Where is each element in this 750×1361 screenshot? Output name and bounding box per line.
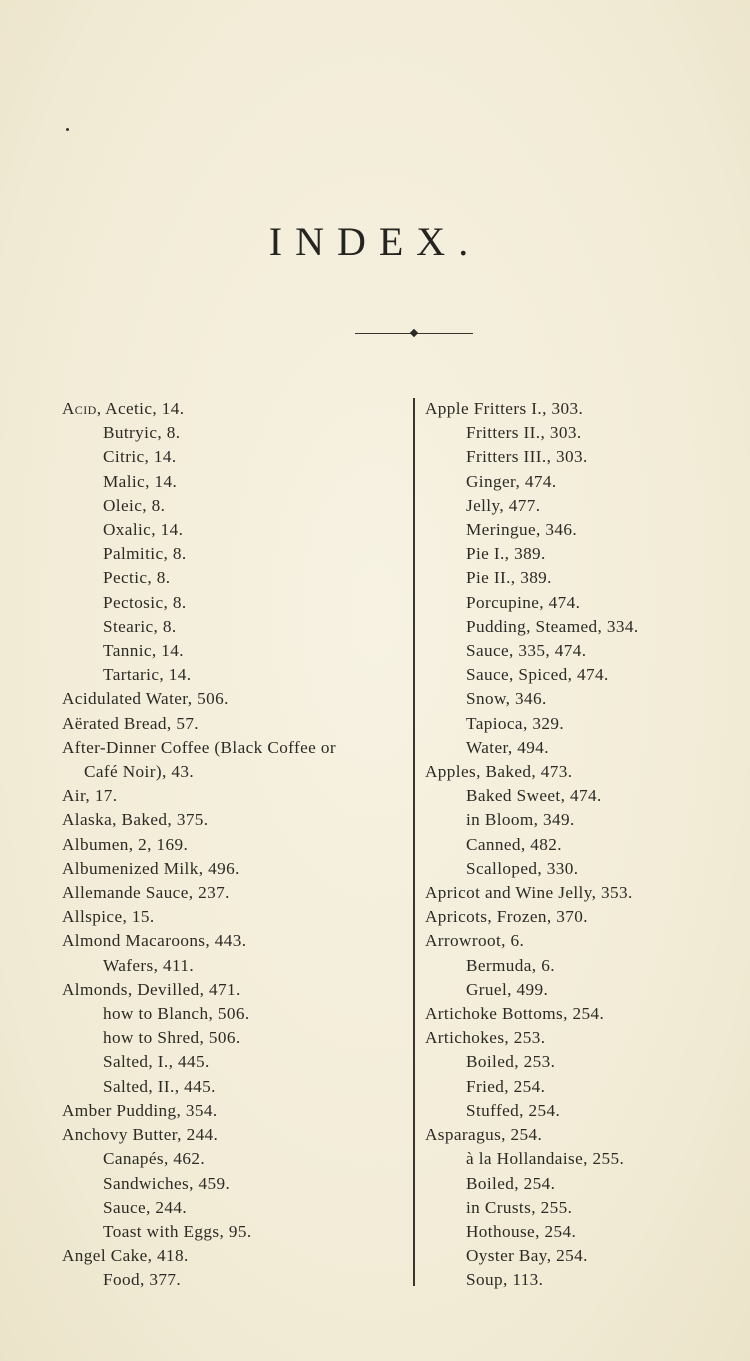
index-entry-text: Tapioca, 329. xyxy=(466,713,565,733)
index-entry-text: Artichokes, 253. xyxy=(425,1028,546,1048)
index-subentry xyxy=(425,566,745,590)
index-subentry xyxy=(62,639,412,663)
index-subentry xyxy=(425,445,745,469)
index-subentry xyxy=(425,663,745,687)
index-entry-text: Sandwiches, 459. xyxy=(103,1173,231,1193)
index-entry-text: Malic, 14. xyxy=(103,471,178,491)
index-subentry xyxy=(425,639,745,663)
index-entry xyxy=(62,929,412,953)
index-subentry xyxy=(62,1147,412,1171)
index-entry-text: Meringue, 346. xyxy=(466,520,578,540)
index-entry-text: Acidulated Water, 506. xyxy=(62,689,229,709)
index-entry xyxy=(425,1026,745,1050)
index-entry-text: Butryic, 8. xyxy=(103,423,181,443)
index-subentry xyxy=(425,1196,745,1220)
index-subentry xyxy=(62,663,412,687)
index-entry-text: Citric, 14. xyxy=(103,447,177,467)
index-entry-text: how to Blanch, 506. xyxy=(103,1004,250,1024)
index-entry-text: Almonds, Devilled, 471. xyxy=(62,979,241,999)
index-entry-text: , Acetic, 14. xyxy=(96,399,185,418)
index-subentry xyxy=(425,687,745,711)
ornament-rule-right xyxy=(417,333,473,334)
index-subentry xyxy=(425,1099,745,1123)
index-entry xyxy=(425,1123,745,1147)
index-subentry xyxy=(62,1196,412,1220)
index-entry xyxy=(425,397,745,421)
index-entry-text: Sauce, 335, 474. xyxy=(466,641,587,661)
index-entry xyxy=(62,978,412,1002)
index-subentry xyxy=(62,445,412,469)
index-subentry xyxy=(62,566,412,590)
index-entry-text: à la Hollandaise, 255. xyxy=(466,1149,625,1169)
index-subentry xyxy=(425,421,745,445)
index-entry-text: Bermuda, 6. xyxy=(466,955,555,975)
index-subentry xyxy=(425,615,745,639)
index-entry-text: Café Noir), 43. xyxy=(84,762,195,782)
index-entry-text: in Crusts, 255. xyxy=(466,1197,573,1217)
index-entry-text: Oleic, 8. xyxy=(103,495,166,515)
index-entry-text: Porcupine, 474. xyxy=(466,592,581,612)
index-entry-text: Albumenized Milk, 496. xyxy=(62,858,240,878)
index-entry xyxy=(62,687,412,711)
index-subentry xyxy=(62,518,412,542)
index-entry-text: Hothouse, 254. xyxy=(466,1221,577,1241)
index-entry-text: Fritters III., 303. xyxy=(466,447,588,467)
index-subentry xyxy=(425,591,745,615)
index-entry-text: Gruel, 499. xyxy=(466,979,549,999)
index-subentry xyxy=(425,542,745,566)
column-divider xyxy=(413,398,415,1286)
index-subentry xyxy=(62,421,412,445)
index-subentry xyxy=(425,808,745,832)
index-entry-text: Albumen, 2, 169. xyxy=(62,834,189,854)
index-subentry xyxy=(62,1220,412,1244)
index-subentry xyxy=(62,1172,412,1196)
index-subentry xyxy=(62,1075,412,1099)
index-entry-text: Anchovy Butter, 244. xyxy=(62,1125,219,1145)
index-subentry xyxy=(62,1002,412,1026)
index-entry-text: Alaska, Baked, 375. xyxy=(62,810,209,830)
index-entry-text: Apples, Baked, 473. xyxy=(425,762,573,782)
index-entry xyxy=(62,712,412,736)
index-entry-text: Pie I., 389. xyxy=(466,544,546,564)
index-entry xyxy=(62,881,412,905)
index-subentry xyxy=(425,1220,745,1244)
index-entry-text: Ginger, 474. xyxy=(466,471,557,491)
index-entry xyxy=(62,857,412,881)
index-entry-text: Fried, 254. xyxy=(466,1076,546,1096)
index-entry-text: Sauce, 244. xyxy=(103,1197,188,1217)
index-entry-continuation xyxy=(62,760,412,784)
index-subentry xyxy=(425,1147,745,1171)
index-subentry xyxy=(62,615,412,639)
index-entry-text: Aërated Bread, 57. xyxy=(62,713,200,733)
index-entry-text: Asparagus, 254. xyxy=(425,1125,543,1145)
index-entry-text: Pectic, 8. xyxy=(103,568,171,588)
index-entry-text: Pie II., 389. xyxy=(466,568,552,588)
index-column-right xyxy=(425,397,745,1293)
index-subentry xyxy=(425,1050,745,1074)
index-entry-text: Oyster Bay, 254. xyxy=(466,1246,588,1266)
index-entry-text: Jelly, 477. xyxy=(466,495,541,515)
index-entry xyxy=(62,1244,412,1268)
index-subentry xyxy=(62,470,412,494)
index-subentry xyxy=(425,1172,745,1196)
index-entry-text: Soup, 113. xyxy=(466,1270,544,1290)
index-entry xyxy=(425,905,745,929)
index-subentry xyxy=(62,591,412,615)
index-subentry xyxy=(425,1075,745,1099)
index-subentry xyxy=(425,978,745,1002)
index-subentry xyxy=(62,1050,412,1074)
index-entry-text: Allspice, 15. xyxy=(62,907,155,927)
index-subentry xyxy=(425,1268,745,1292)
ink-speck xyxy=(66,128,69,131)
index-subentry xyxy=(62,1026,412,1050)
index-subentry xyxy=(62,954,412,978)
index-entry-text: Amber Pudding, 354. xyxy=(62,1100,218,1120)
index-entry-text: Pudding, Steamed, 334. xyxy=(466,616,639,636)
page-title: INDEX. xyxy=(268,219,482,264)
index-subentry xyxy=(425,954,745,978)
index-entry-text: Allemande Sauce, 237. xyxy=(62,883,230,903)
index-entry-text: Tartaric, 14. xyxy=(103,665,192,685)
index-entry-text: Toast with Eggs, 95. xyxy=(103,1221,252,1241)
index-entry-text: Canapés, 462. xyxy=(103,1149,206,1169)
index-subentry xyxy=(425,784,745,808)
index-entry-text: Tannic, 14. xyxy=(103,641,184,661)
index-entry-text: Boiled, 254. xyxy=(466,1173,556,1193)
index-entry xyxy=(425,760,745,784)
index-entry-head: Acid xyxy=(62,399,97,418)
index-entry xyxy=(425,929,745,953)
title-ornament xyxy=(355,327,475,341)
index-entry-text: Oxalic, 14. xyxy=(103,520,184,540)
index-subentry xyxy=(62,542,412,566)
index-subentry xyxy=(425,470,745,494)
index-entry xyxy=(62,784,412,808)
index-subentry xyxy=(425,494,745,518)
index-entry-text: Fritters II., 303. xyxy=(466,423,582,443)
index-entry-text: Boiled, 253. xyxy=(466,1052,556,1072)
index-entry-text: how to Shred, 506. xyxy=(103,1028,241,1048)
index-entry-text: Snow, 346. xyxy=(466,689,547,709)
index-entry-text: Stearic, 8. xyxy=(103,616,177,636)
index-entry-text: Apple Fritters I., 303. xyxy=(425,399,584,418)
index-entry xyxy=(425,881,745,905)
index-subentry xyxy=(425,712,745,736)
index-entry xyxy=(62,1123,412,1147)
index-entry xyxy=(62,736,412,760)
index-entry-text: Wafers, 411. xyxy=(103,955,195,975)
index-entry-text: Salted, I., 445. xyxy=(103,1052,210,1072)
index-entry-text: After-Dinner Coffee (Black Coffee or xyxy=(62,737,336,757)
index-subentry xyxy=(62,1268,412,1292)
index-entry-text: Artichoke Bottoms, 254. xyxy=(425,1004,605,1024)
index-entry xyxy=(62,1099,412,1123)
index-entry xyxy=(62,905,412,929)
index-entry-text: Sauce, Spiced, 474. xyxy=(466,665,609,685)
index-column-left xyxy=(62,397,412,1293)
index-entry xyxy=(62,833,412,857)
index-entry-text: Stuffed, 254. xyxy=(466,1100,561,1120)
index-subentry xyxy=(425,1244,745,1268)
index-entry-text: Apricot and Wine Jelly, 353. xyxy=(425,883,633,903)
index-entry-text: Baked Sweet, 474. xyxy=(466,786,602,806)
index-entry-text: Arrowroot, 6. xyxy=(425,931,525,951)
index-entry-text: in Bloom, 349. xyxy=(466,810,575,830)
index-entry-text: Apricots, Frozen, 370. xyxy=(425,907,588,927)
index-subentry xyxy=(425,518,745,542)
index-entry-text: Air, 17. xyxy=(62,786,118,806)
index-entry-text: Water, 494. xyxy=(466,737,549,757)
ornament-rule-left xyxy=(355,333,411,334)
index-entry-text: Salted, II., 445. xyxy=(103,1076,216,1096)
index-entry-text: Pectosic, 8. xyxy=(103,592,187,612)
index-entry xyxy=(62,397,412,421)
index-entry-text: Scalloped, 330. xyxy=(466,858,579,878)
index-entry-text: Angel Cake, 418. xyxy=(62,1246,189,1266)
index-entry-text: Food, 377. xyxy=(103,1270,182,1290)
index-subentry xyxy=(425,833,745,857)
index-subentry xyxy=(62,494,412,518)
index-entry-text: Almond Macaroons, 443. xyxy=(62,931,247,951)
index-subentry xyxy=(425,857,745,881)
index-subentry xyxy=(425,736,745,760)
index-entry-text: Canned, 482. xyxy=(466,834,562,854)
index-entry-text: Palmitic, 8. xyxy=(103,544,187,564)
index-entry xyxy=(62,808,412,832)
index-entry xyxy=(425,1002,745,1026)
